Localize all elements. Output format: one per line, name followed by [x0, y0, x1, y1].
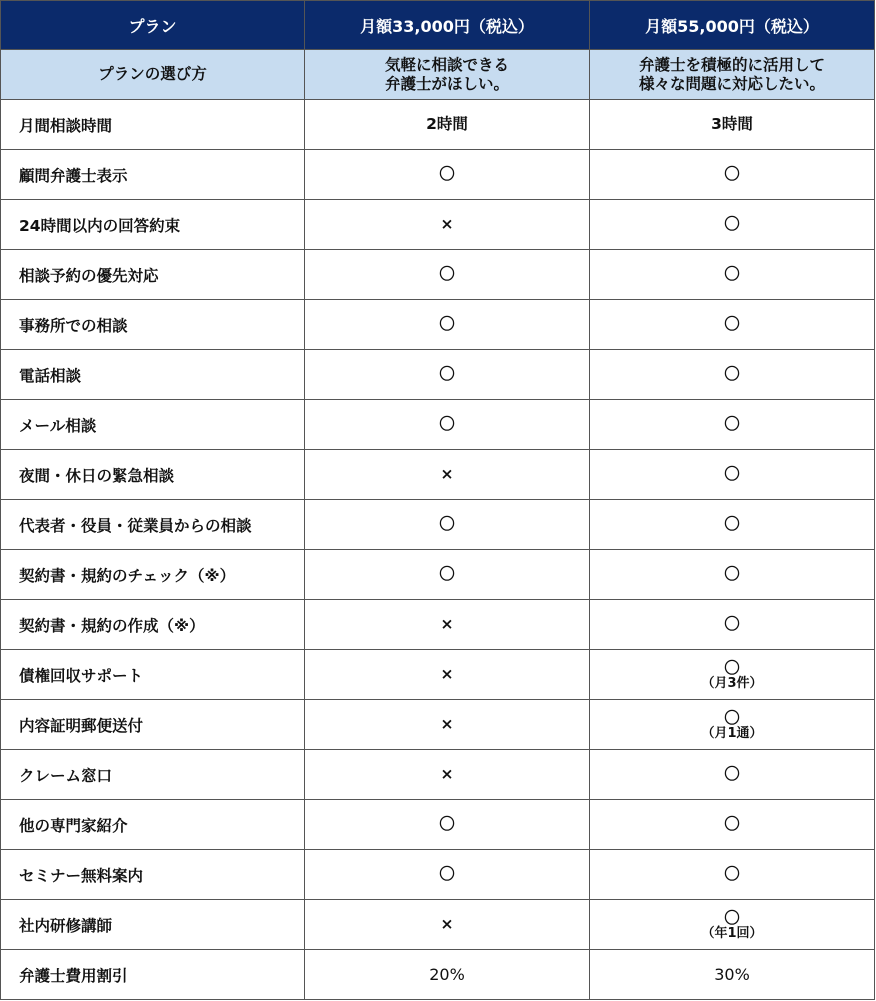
plan-b-value: 〇 [724, 265, 740, 283]
plan-b-value-cell [590, 250, 875, 300]
row-label: 24時間以内の回答約束 [1, 200, 305, 250]
plan-a-value: 〇 [439, 565, 455, 583]
selection-plan-b [590, 50, 875, 100]
plan-a-value-cell [305, 750, 590, 800]
table-row [1, 600, 875, 650]
plan-a-value: 〇 [439, 815, 455, 833]
plan-b-value: 〇 [724, 815, 740, 833]
plan-b-value: 〇 [724, 908, 740, 927]
plan-a-value-cell [305, 300, 590, 350]
plan-a-value: 〇 [439, 515, 455, 533]
table-row [1, 650, 875, 700]
plan-b-value: 3時間 [711, 115, 753, 133]
table-row [1, 400, 875, 450]
plan-b-value: 30% [714, 965, 750, 984]
plan-a-value-cell [305, 100, 590, 150]
plan-b-value: 〇 [724, 708, 740, 727]
plan-a-value-cell [305, 800, 590, 850]
header-row [1, 1, 875, 50]
plan-b-value: 〇 [724, 315, 740, 333]
plan-a-value: × [440, 615, 454, 633]
header-plan-a-price: 月額33,000円（税込） [305, 1, 590, 50]
plan-b-value: 〇 [724, 615, 740, 633]
plan-b-value: 〇 [724, 415, 740, 433]
plan-a-value-cell [305, 350, 590, 400]
table-row [1, 700, 875, 750]
plan-a-value: × [440, 215, 454, 233]
plan-a-value: × [440, 915, 454, 933]
plan-a-value-cell [305, 400, 590, 450]
plan-b-value: 〇 [724, 465, 740, 483]
header-plan: プラン [1, 1, 305, 50]
plan-a-value-cell [305, 150, 590, 200]
plan-b-value-cell [590, 200, 875, 250]
plan-a-value-cell [305, 600, 590, 650]
selection-plan-a-line1: 気軽に相談できる [384, 55, 509, 74]
row-label: 月間相談時間 [1, 100, 305, 150]
plan-a-value: 20% [429, 965, 465, 984]
plan-a-value: 〇 [439, 415, 455, 433]
plan-a-value: 〇 [439, 165, 455, 183]
plan-a-value-cell [305, 950, 590, 1000]
table-row [1, 150, 875, 200]
table-row [1, 100, 875, 150]
plan-a-value: × [440, 465, 454, 483]
row-label: 債権回収サポート [1, 650, 305, 700]
plan-a-value-cell [305, 450, 590, 500]
row-label: 夜間・休日の緊急相談 [1, 450, 305, 500]
row-label: 相談予約の優先対応 [1, 250, 305, 300]
plan-b-value-cell [590, 400, 875, 450]
plan-b-value: 〇 [724, 765, 740, 783]
plan-a-value: 〇 [439, 365, 455, 383]
plan-a-value: 〇 [439, 315, 455, 333]
plan-b-value-cell [590, 700, 875, 750]
selection-row [1, 50, 875, 100]
plan-a-value: × [440, 715, 454, 733]
plan-a-value: × [440, 765, 454, 783]
row-label: クレーム窓口 [1, 750, 305, 800]
row-label: 事務所での相談 [1, 300, 305, 350]
plan-a-value: 2時間 [426, 115, 468, 133]
row-label: 顧問弁護士表示 [1, 150, 305, 200]
plan-b-value-cell [590, 850, 875, 900]
plan-a-value-cell [305, 700, 590, 750]
plan-a-value-cell [305, 650, 590, 700]
plan-b-value: 〇 [724, 515, 740, 533]
row-label: 社内研修講師 [1, 900, 305, 950]
plan-b-value-cell [590, 800, 875, 850]
plan-b-value: 〇 [724, 565, 740, 583]
plan-b-value-cell [590, 650, 875, 700]
plan-b-value-cell [590, 900, 875, 950]
plan-b-value: 〇 [724, 865, 740, 883]
plan-b-value: 〇 [724, 658, 740, 677]
row-label: 契約書・規約のチェック（※） [1, 550, 305, 600]
plan-b-note: （月1通） [701, 725, 763, 741]
table-row [1, 450, 875, 500]
row-label: 代表者・役員・従業員からの相談 [1, 500, 305, 550]
plan-b-value-cell [590, 100, 875, 150]
plan-b-value: 〇 [724, 215, 740, 233]
row-label: メール相談 [1, 400, 305, 450]
plan-b-value-cell [590, 350, 875, 400]
selection-plan-a [305, 50, 590, 100]
plan-b-note: （月3件） [701, 675, 763, 691]
table-row [1, 900, 875, 950]
plan-a-value: 〇 [439, 265, 455, 283]
table-row [1, 250, 875, 300]
plan-a-value-cell [305, 250, 590, 300]
row-label: セミナー無料案内 [1, 850, 305, 900]
plan-a-value-cell [305, 200, 590, 250]
selection-plan-a-line2: 弁護士がほしい。 [384, 74, 509, 93]
plan-b-value-cell [590, 550, 875, 600]
plan-a-value: × [440, 665, 454, 683]
table-row [1, 500, 875, 550]
row-label: 他の専門家紹介 [1, 800, 305, 850]
row-label: 契約書・規約の作成（※） [1, 600, 305, 650]
table-row [1, 950, 875, 1000]
table-row [1, 300, 875, 350]
selection-plan-b-line2: 様々な問題に対応したい。 [638, 74, 825, 93]
table-row [1, 750, 875, 800]
plan-b-value-cell [590, 600, 875, 650]
table-row [1, 200, 875, 250]
row-label: 内容証明郵便送付 [1, 700, 305, 750]
selection-plan-b-line1: 弁護士を積極的に活用して [638, 55, 825, 74]
plan-a-value-cell [305, 500, 590, 550]
plan-a-value: 〇 [439, 865, 455, 883]
selection-label: プランの選び方 [1, 50, 305, 100]
table-row [1, 850, 875, 900]
plan-b-value: 〇 [724, 165, 740, 183]
plan-b-value-cell [590, 450, 875, 500]
plan-b-value-cell [590, 500, 875, 550]
plan-b-value: 〇 [724, 365, 740, 383]
row-label: 電話相談 [1, 350, 305, 400]
plan-a-value-cell [305, 900, 590, 950]
plan-b-value-cell [590, 150, 875, 200]
plan-b-value-cell [590, 750, 875, 800]
plan-b-value-cell [590, 950, 875, 1000]
header-plan-b-price: 月額55,000円（税込） [590, 1, 875, 50]
plan-a-value-cell [305, 850, 590, 900]
row-label: 弁護士費用割引 [1, 950, 305, 1000]
table-row [1, 800, 875, 850]
plan-b-value-cell [590, 300, 875, 350]
table-row [1, 350, 875, 400]
plan-a-value-cell [305, 550, 590, 600]
plan-b-note: （年1回） [701, 925, 763, 941]
table-row [1, 550, 875, 600]
